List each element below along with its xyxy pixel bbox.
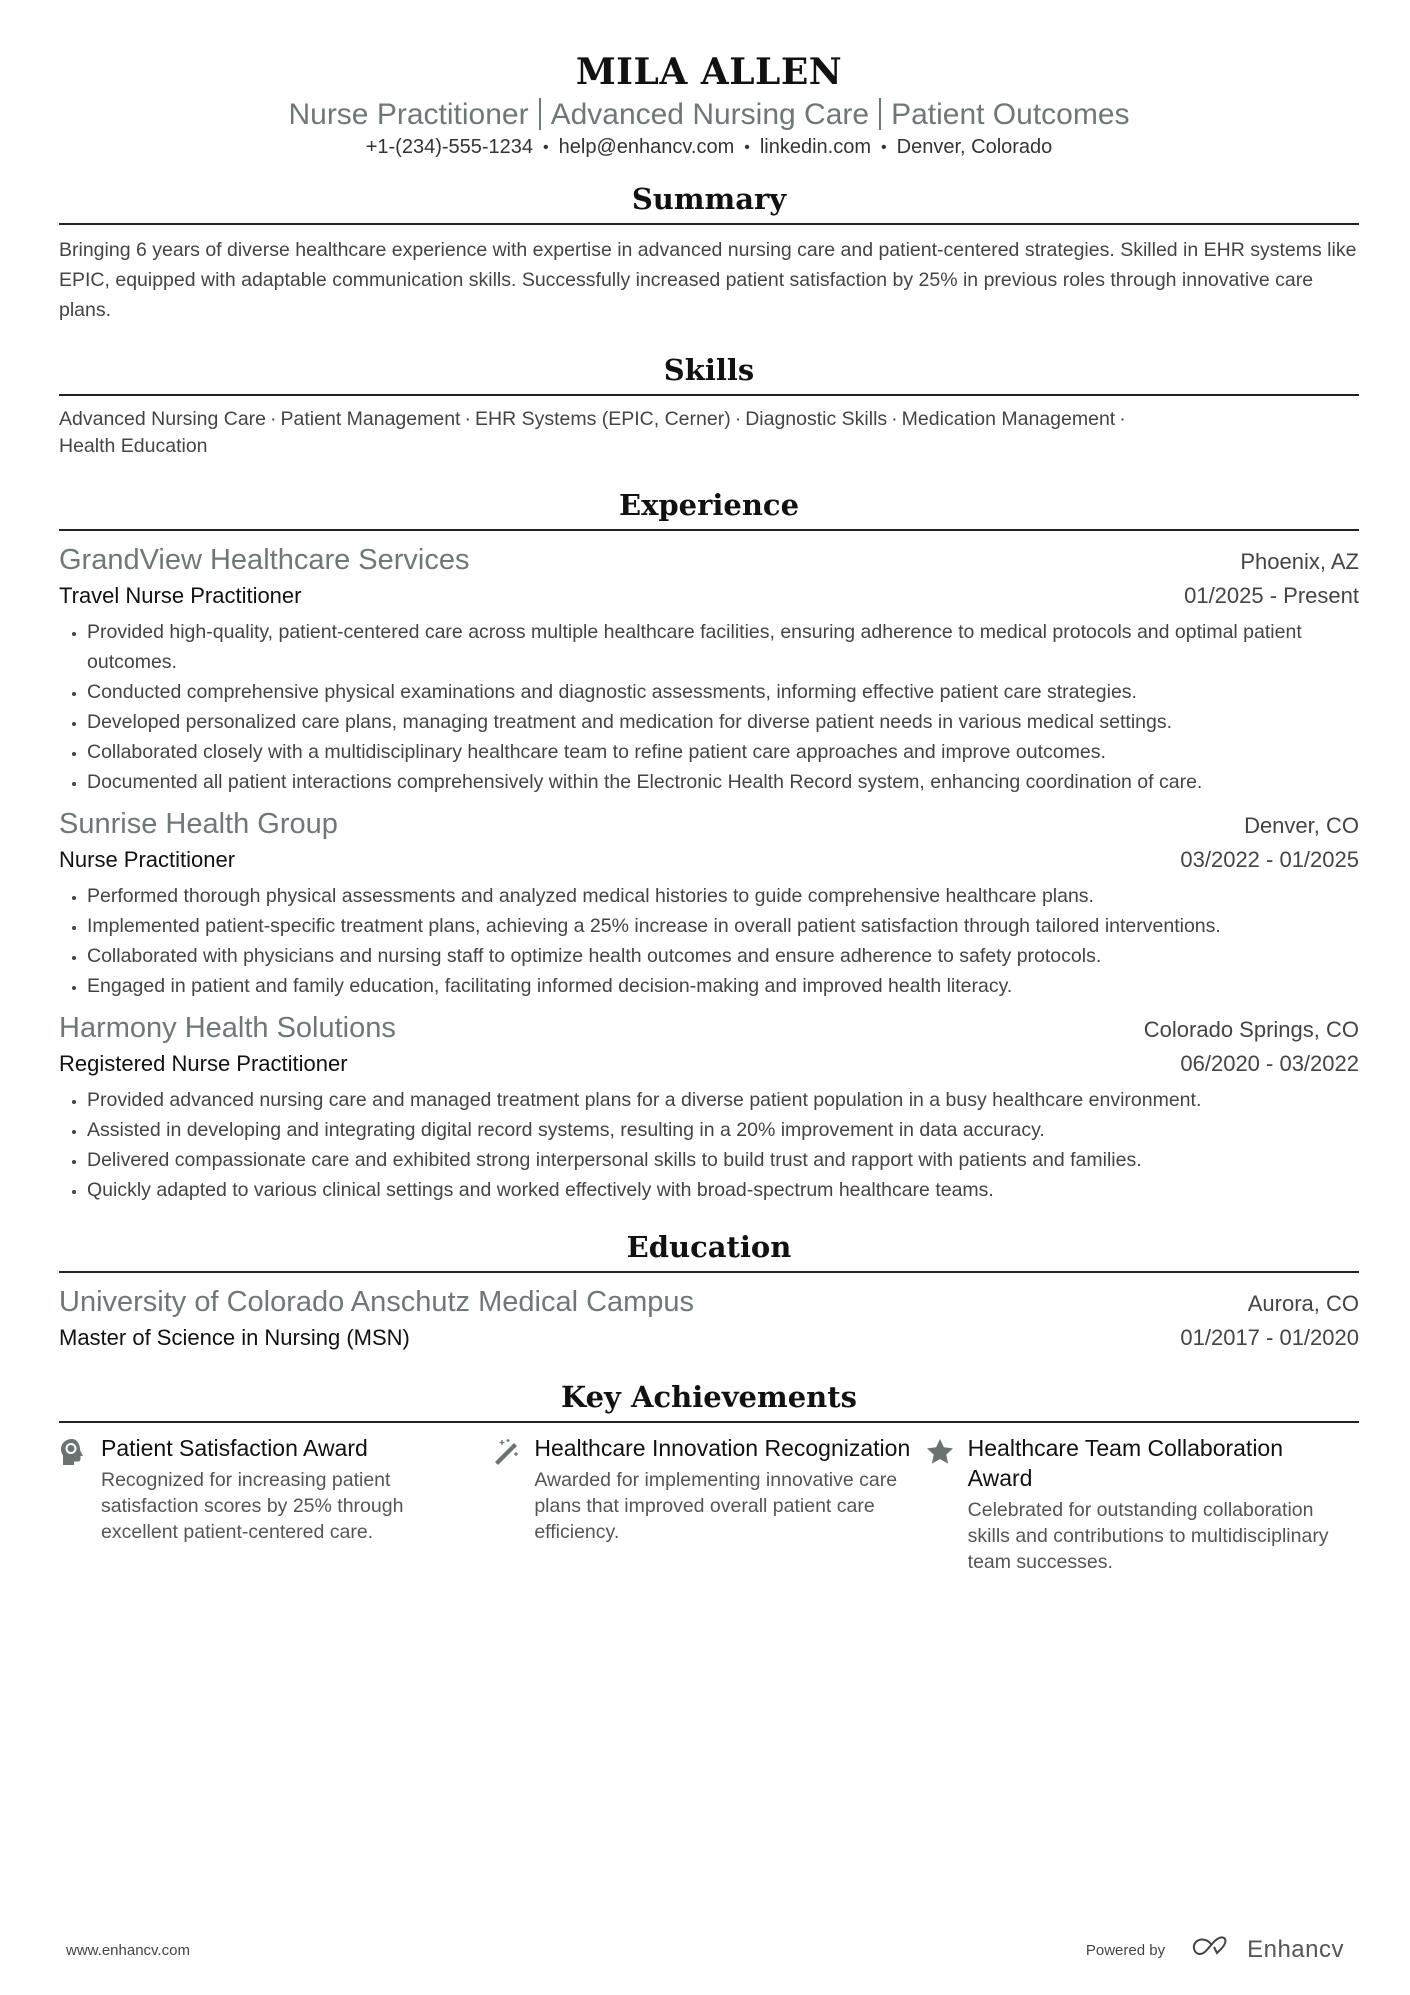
section-divider xyxy=(59,1271,1359,1273)
bullet-item: • Quickly adapted to various clinical settings and worked effectively with broad-spectrum healthcare teams. xyxy=(87,1175,1359,1205)
job-title: Nurse Practitioner xyxy=(59,847,236,872)
section-title: Experience xyxy=(618,488,800,522)
headline xyxy=(59,96,1359,134)
bullet-separator: • xyxy=(744,139,750,156)
bullet-item: • Collaborated with physicians and nursing staff to optimize health outcomes and ensure adherence to safety protocols. xyxy=(87,941,1359,971)
skill-item: Diagnostic Skills xyxy=(745,408,888,430)
achievement-item xyxy=(492,1433,925,1575)
bullet-item: • Implemented patient-specific treatment plans, achieving a 25% increase in overall patient satisfaction through tailored interventions. xyxy=(87,911,1359,941)
skills-list xyxy=(59,406,1279,460)
job-location: Colorado Springs, CO xyxy=(1143,1017,1359,1042)
skill-separator: · xyxy=(270,408,277,430)
skill-separator: · xyxy=(891,408,898,430)
bullet-item: • Delivered compassionate care and exhibited strong interpersonal skills to build trust and rapport with patients and families. xyxy=(87,1145,1359,1175)
phone: +1-(234)-555-1234 xyxy=(365,136,534,158)
skill-separator: · xyxy=(464,408,471,430)
education-section xyxy=(59,1227,1359,1355)
skill-separator: · xyxy=(1119,408,1126,430)
job-title: Travel Nurse Practitioner xyxy=(59,583,302,608)
section-title: Key Achievements xyxy=(561,1380,857,1414)
job-bullets xyxy=(59,617,1359,797)
bullet-item: • Conducted comprehensive physical examinations and diagnostic assessments, informing effective patient care strategies. xyxy=(87,677,1359,707)
skill-item: EHR Systems (EPIC, Cerner) xyxy=(474,408,731,430)
headline-item: Nurse Practitioner xyxy=(288,98,529,131)
resume-header xyxy=(59,0,1359,161)
achievements-section xyxy=(59,1377,1359,1575)
skill-item: Health Education xyxy=(59,435,208,457)
bullet-item: • Assisted in developing and integrating digital record systems, resulting in a 20% improvement in data accuracy. xyxy=(87,1115,1359,1145)
job-dates: 06/2020 - 03/2022 xyxy=(1180,1051,1359,1076)
job-location: Phoenix, AZ xyxy=(1240,549,1359,574)
education-dates: 01/2017 - 01/2020 xyxy=(1180,1325,1359,1350)
section-divider xyxy=(59,394,1359,396)
section-title: Education xyxy=(626,1230,792,1264)
brand-name: Enhancv xyxy=(1247,1936,1344,1963)
bullet-item: • Engaged in patient and family education, facilitating informed decision-making and improved health literacy. xyxy=(87,971,1359,1001)
enhancv-logo-icon xyxy=(1191,1936,1237,1964)
experience-entry xyxy=(59,805,1359,1001)
section-title: Summary xyxy=(631,182,787,216)
experience-entry xyxy=(59,1009,1359,1205)
skills-section xyxy=(59,350,1359,460)
bullet-item: • Collaborated closely with a multidisciplinary healthcare team to refine patient care approaches and improve outcomes. xyxy=(87,737,1359,767)
section-divider xyxy=(59,1421,1359,1423)
achievement-item xyxy=(926,1433,1359,1575)
job-dates: 01/2025 - Present xyxy=(1184,583,1359,608)
candidate-name: MILA ALLEN xyxy=(575,51,843,93)
resume-page xyxy=(59,0,1359,1575)
achievement-title: Healthcare Team Collaboration Award xyxy=(967,1435,1284,1491)
job-title: Registered Nurse Practitioner xyxy=(59,1051,348,1076)
company-name: Harmony Health Solutions xyxy=(59,1012,396,1044)
school-location: Aurora, CO xyxy=(1247,1291,1359,1316)
linkedin-link[interactable]: linkedin.com xyxy=(759,136,872,158)
section-divider xyxy=(59,223,1359,225)
company-name: Sunrise Health Group xyxy=(59,808,338,840)
school-name: University of Colorado Anschutz Medical Campus xyxy=(59,1286,695,1318)
company-name: GrandView Healthcare Services xyxy=(59,544,470,576)
experience-entry xyxy=(59,541,1359,797)
powered-by xyxy=(1086,1936,1344,1964)
powered-by-label: Powered by xyxy=(1085,1941,1166,1959)
achievement-description: Celebrated for outstanding collaboration skills and contributions to multidisciplinary team successes. xyxy=(967,1499,1329,1573)
section-divider xyxy=(59,529,1359,531)
job-bullets xyxy=(59,1085,1359,1205)
email-link[interactable]: help@enhancv.com xyxy=(558,136,735,158)
bullet-item: • Performed thorough physical assessments and analyzed medical histories to guide comprehensive healthcare plans. xyxy=(87,881,1359,911)
star-icon xyxy=(926,1433,968,1465)
summary-section xyxy=(59,179,1359,325)
headline-divider xyxy=(879,98,881,130)
experience-section xyxy=(59,485,1359,1205)
job-bullets xyxy=(59,881,1359,1001)
skill-item: Medication Management xyxy=(901,408,1116,430)
skill-item: Patient Management xyxy=(280,408,461,430)
footer-website-link[interactable]: www.enhancv.com xyxy=(66,1941,190,1959)
summary-text: Bringing 6 years of diverse healthcare experience with expertise in advanced nursing care and patient-centered strategies. Skilled in EHR systems like EPIC, equipped with adaptable communication skills. Successfully increased patient satisfaction by 25% in previous roles through innovative care plans. xyxy=(59,239,1357,321)
magic-wand-icon xyxy=(492,1433,534,1466)
bullet-item: • Documented all patient interactions comprehensively within the Electronic Health Record system, enhancing coordination of care. xyxy=(87,767,1359,797)
achievement-item xyxy=(59,1433,492,1575)
page-footer xyxy=(66,1936,1344,1964)
skill-item: Advanced Nursing Care xyxy=(59,408,267,430)
bullet-item: • Provided advanced nursing care and managed treatment plans for a diverse patient population in a busy healthcare environment. xyxy=(87,1085,1359,1115)
headline-item: Patient Outcomes xyxy=(891,98,1130,131)
achievement-description: Recognized for increasing patient satisfaction scores by 25% through excellent patient-centered care. xyxy=(101,1469,404,1543)
location: Denver, Colorado xyxy=(896,136,1053,158)
bullet-separator: • xyxy=(881,139,887,156)
head-brain-icon xyxy=(59,1433,101,1466)
achievement-description: Awarded for implementing innovative care plans that improved overall patient care efficiency. xyxy=(534,1469,898,1543)
enhancv-brand[interactable] xyxy=(1191,1936,1344,1964)
job-dates: 03/2022 - 01/2025 xyxy=(1180,847,1359,872)
contact-info xyxy=(59,134,1359,161)
bullet-item: • Developed personalized care plans, managing treatment and medication for diverse patient needs in various medical settings. xyxy=(87,707,1359,737)
degree: Master of Science in Nursing (MSN) xyxy=(59,1325,410,1350)
skill-separator: · xyxy=(734,408,742,430)
achievement-title: Healthcare Innovation Recognization xyxy=(534,1435,911,1461)
bullet-separator: • xyxy=(543,139,549,156)
headline-item: Advanced Nursing Care xyxy=(550,98,870,131)
section-title: Skills xyxy=(663,353,755,387)
achievement-title: Patient Satisfaction Award xyxy=(101,1435,368,1461)
bullet-item: • Provided high-quality, patient-centered care across multiple healthcare facilities, ensuring adherence to medical protocols and optimal patient outcomes. xyxy=(87,617,1359,677)
job-location: Denver, CO xyxy=(1244,813,1359,838)
headline-divider xyxy=(539,98,541,130)
